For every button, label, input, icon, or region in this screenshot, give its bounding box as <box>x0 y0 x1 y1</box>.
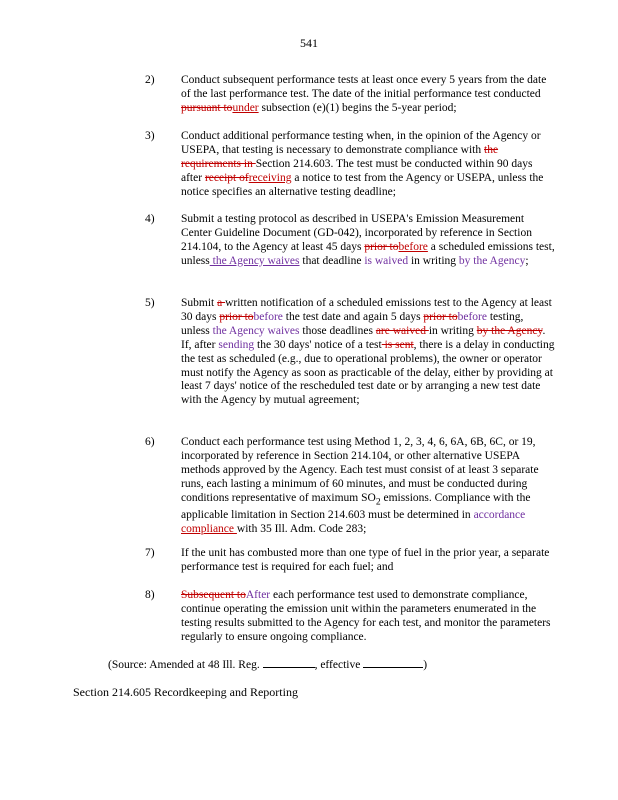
deleted-text: prior to <box>219 310 254 323</box>
text-run: , there is a delay in conducting the test as scheduled (e.g., due to operational problems), the owner or operator must notify the Agency as soon as practicable of the delay, either by providing at least 7 days' notice of the rescheduled test date or by arranging a new test date with the Agency by mutual agreement; <box>181 338 555 407</box>
text-run: written notification of a scheduled emissions test to the Agency at least 30 days <box>181 297 552 323</box>
text-run: Conduct subsequent performance tests at least once every 5 years from the date of the last performance test. The date of the initial performance test conducted <box>181 74 547 100</box>
source-prefix: (Source: Amended at 48 Ill. Reg. <box>108 659 263 671</box>
revised-text: is waived <box>364 254 409 267</box>
list-item-text <box>181 130 555 200</box>
page-number: 541 <box>300 36 318 50</box>
text-run: . If, after <box>181 324 546 351</box>
revised-text: by the Agency <box>458 254 526 267</box>
text-run: If the unit has combusted more than one type of fuel in the prior year, a separate performance test is required for each fuel; and <box>181 547 550 573</box>
source-note <box>108 656 427 671</box>
text-run: with 35 Ill. Adm. Code 283; <box>236 522 367 535</box>
list-item <box>145 213 555 269</box>
list-item-number: 2) <box>145 74 155 86</box>
revised-text: sending <box>218 338 255 351</box>
deleted-text: is sent <box>381 338 414 351</box>
revised-text: the Agency waives <box>209 254 300 267</box>
list-item-number: 3) <box>145 130 155 142</box>
text-run: in writing <box>408 254 459 267</box>
text-run: emissions. Compliance with the applicable limitation in Section 214.603 must be determined in <box>181 491 531 521</box>
inserted-text: under <box>232 101 259 114</box>
list-item-number: 7) <box>145 547 155 559</box>
list-item <box>145 74 555 116</box>
register-number-blank <box>263 656 315 668</box>
source-suffix: ) <box>423 659 428 671</box>
revised-text: before <box>457 310 487 323</box>
text-run: those deadlines <box>299 324 376 337</box>
revised-text: accordance <box>473 508 526 521</box>
text-run: testing, unless <box>181 310 524 337</box>
inserted-text: receiving <box>248 171 292 184</box>
deleted-text: receipt of <box>204 171 249 184</box>
text-run: ; <box>525 254 529 267</box>
list-item-text <box>181 436 555 537</box>
list-item <box>145 130 555 200</box>
effective-date-blank <box>363 656 423 668</box>
text-run: each performance test used to demonstrate compliance, continue operating the emission unit within the parameters enumerated in the testing results submitted to the Agency for each test, and monitor the parameters regularly to ensure ongoing compliance. <box>181 589 551 643</box>
list-item-text <box>181 589 555 645</box>
section-heading: Section 214.605 Recordkeeping and Reporting <box>73 685 298 699</box>
text-run: Section 214.603. The test must be conducted within 90 days after <box>181 157 533 184</box>
text-run: in writing <box>428 324 477 337</box>
list-item-text <box>181 213 555 269</box>
deleted-text: the requirements in <box>181 143 499 170</box>
inserted-text: before <box>398 240 428 253</box>
text-run: Conduct additional performance testing when, in the opinion of the Agency or USEPA, that testing is necessary to demonstrate compliance with <box>181 130 541 156</box>
text-run: Submit a testing protocol as described in USEPA's Emission Measurement Center Guideline Document (GD-042), incorporated by reference in Section 214.104, to the Agency at least 45 days <box>181 213 532 253</box>
text-run: Submit <box>181 297 218 309</box>
list-item-number: 5) <box>145 297 155 309</box>
list-item-number: 8) <box>145 589 155 601</box>
text-run: that deadline <box>299 254 365 267</box>
text-run: Conduct each performance test using Method 1, 2, 3, 4, 6, 6A, 6B, 6C, or 19, incorporated by reference in Section 214.104, or other alternative USEPA methods approved by the Agency. Each test must consist of at least 3 separate runs, each lasting a minimum of 60 minutes, and must be conducted during conditions representative of maximum SO <box>181 436 539 504</box>
list-item-text <box>181 74 555 116</box>
text-run: a notice to test from the Agency or USEPA, unless the notice specifies an alternative testing deadline; <box>181 171 544 198</box>
list-item <box>145 436 555 537</box>
list-item <box>145 297 555 408</box>
list-item-number: 6) <box>145 436 155 448</box>
list-item <box>145 589 555 645</box>
deleted-text: pursuant to <box>181 101 233 114</box>
list-item-number: 4) <box>145 213 155 225</box>
revised-text: the Agency waives <box>212 324 300 337</box>
list-item-text <box>181 297 555 408</box>
text-run: the test date and again 5 days <box>282 310 424 323</box>
deleted-text: a <box>217 297 226 309</box>
deleted-text: prior to <box>364 240 399 253</box>
deleted-text: Subsequent to <box>181 589 246 601</box>
text-run: the 30 days' notice of a test <box>254 338 382 351</box>
deleted-text: are waived <box>375 324 429 337</box>
list-item <box>145 547 555 575</box>
subscript-text: 2 <box>375 495 381 507</box>
text-run: a scheduled emissions test, unless <box>181 240 555 267</box>
text-run: subsection (e)(1) begins the 5-year period; <box>258 101 457 114</box>
revised-text: before <box>253 310 283 323</box>
revised-text: After <box>245 589 271 601</box>
list-item-text <box>181 547 555 575</box>
deleted-text: prior to <box>423 310 458 323</box>
deleted-text: by the Agency <box>476 324 543 337</box>
inserted-text: compliance <box>181 522 237 535</box>
source-middle: , effective <box>314 659 364 671</box>
